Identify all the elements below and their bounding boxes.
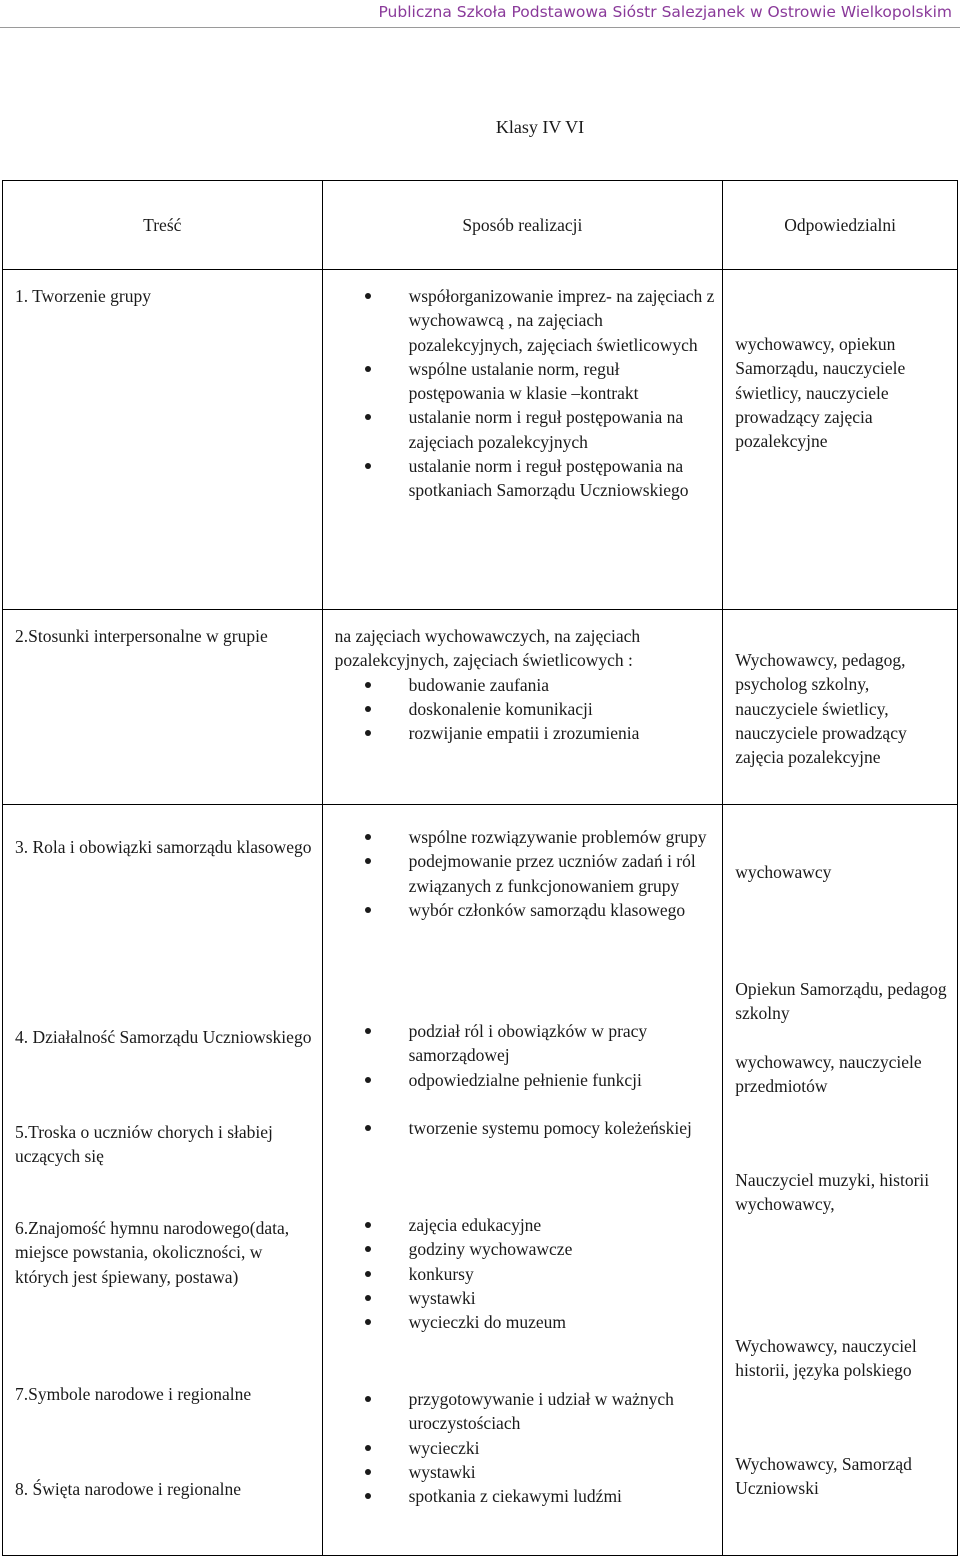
topic-cell bbox=[3, 610, 323, 805]
list-item: wybór członków samorządu klasowego bbox=[335, 898, 717, 922]
topic-text: 2.Stosunki interpersonalne w grupie bbox=[15, 626, 268, 646]
responsible-cell bbox=[723, 805, 958, 1556]
responsible-text: Wychowawcy, Samorząd Uczniowski bbox=[735, 1454, 912, 1499]
topic-text: 1. Tworzenie grupy bbox=[15, 286, 151, 306]
method-intro: na zajęciach wychowawczych, na zajęciach pozalekcyjnych, zajęciach świetlicowych : bbox=[334, 626, 641, 671]
responsible-text: Opiekun Samorządu, pedagog szkolny bbox=[735, 979, 947, 1024]
responsible-text: Wychowawcy, pedagog, psycholog szkolny, nauczyciele świetlicy, nauczyciele prowadzący zajęcia pozalekcyjne bbox=[735, 650, 907, 768]
program-table bbox=[2, 180, 958, 1556]
table-row bbox=[3, 610, 958, 805]
responsible-cell bbox=[723, 270, 958, 610]
header-divider bbox=[0, 27, 960, 28]
page-title: Klasy IV VI bbox=[495, 117, 585, 137]
list-item: podejmowanie przez uczniów zadań i ról związanych z funkcjonowaniem grupy bbox=[335, 849, 717, 898]
method-list bbox=[335, 284, 717, 503]
responsible-text: Nauczyciel muzyki, historii wychowawcy, bbox=[735, 1170, 930, 1215]
list-item: współorganizowanie imprez- na zajęciach z wychowawcą , na zajęciach pozalekcyjnych, zajęciach świetlicowych bbox=[335, 284, 717, 357]
list-item: ustalanie norm i reguł postępowania na spotkaniach Samorządu Uczniowskiego bbox=[335, 454, 717, 503]
list-item: tworzenie systemu pomocy koleżeńskiej bbox=[335, 1116, 717, 1140]
list-item: budowanie zaufania bbox=[335, 673, 717, 697]
topic-text: 5.Troska o uczniów chorych i słabiej uczących się bbox=[15, 1122, 273, 1167]
responsible-text: wychowawcy, nauczyciele przedmiotów bbox=[735, 1052, 922, 1097]
column-header-method: Sposób realizacji bbox=[322, 181, 723, 270]
list-item: rozwijanie empatii i zrozumienia bbox=[335, 721, 717, 745]
school-header: Publiczna Szkoła Podstawowa Sióstr Salezjanek w Ostrowie Wielkopolskim bbox=[378, 3, 952, 21]
table-header-row bbox=[3, 181, 958, 270]
method-list bbox=[335, 825, 717, 922]
column-header-responsible: Odpowiedzialni bbox=[723, 181, 958, 270]
list-item: wycieczki do muzeum bbox=[335, 1310, 717, 1334]
list-item: wycieczki bbox=[335, 1436, 717, 1460]
topic-text: 3. Rola i obowiązki samorządu klasowego bbox=[15, 837, 312, 857]
method-list bbox=[335, 673, 717, 746]
table-row bbox=[3, 805, 958, 1556]
method-list bbox=[335, 1387, 717, 1508]
method-cell bbox=[322, 610, 723, 805]
method-list bbox=[335, 1019, 717, 1092]
table-row bbox=[3, 270, 958, 610]
responsible-text: wychowawcy bbox=[735, 862, 832, 882]
method-cell bbox=[322, 805, 723, 1556]
responsible-cell bbox=[723, 610, 958, 805]
list-item: zajęcia edukacyjne bbox=[335, 1213, 717, 1237]
responsible-text: Wychowawcy, nauczyciel historii, języka polskiego bbox=[735, 1336, 917, 1381]
topic-cell bbox=[3, 805, 323, 1556]
topic-text: 7.Symbole narodowe i regionalne bbox=[15, 1384, 252, 1404]
list-item: wspólne rozwiązywanie problemów grupy bbox=[335, 825, 717, 849]
topic-text: 8. Święta narodowe i regionalne bbox=[15, 1479, 241, 1499]
list-item: doskonalenie komunikacji bbox=[335, 697, 717, 721]
list-item: podział ról i obowiązków w pracy samorządowej bbox=[335, 1019, 717, 1068]
list-item: spotkania z ciekawymi ludźmi bbox=[335, 1484, 717, 1508]
topic-text: 6.Znajomość hymnu narodowego(data, miejsce powstania, okoliczności, w których jest śpiewany, postawa) bbox=[15, 1218, 290, 1287]
list-item: wystawki bbox=[335, 1460, 717, 1484]
topic-text: 4. Działalność Samorządu Uczniowskiego bbox=[15, 1027, 312, 1047]
list-item: konkursy bbox=[335, 1262, 717, 1286]
responsible-text: wychowawcy, opiekun Samorządu, nauczyciele świetlicy, nauczyciele prowadzący zajęcia pozalekcyjne bbox=[735, 334, 906, 452]
topic-cell bbox=[3, 270, 323, 610]
method-cell bbox=[322, 270, 723, 610]
method-list bbox=[335, 1213, 717, 1334]
column-header-content: Treść bbox=[3, 181, 323, 270]
list-item: przygotowywanie i udział w ważnych uroczystościach bbox=[335, 1387, 717, 1436]
list-item: wystawki bbox=[335, 1286, 717, 1310]
list-item: odpowiedzialne pełnienie funkcji bbox=[335, 1068, 717, 1092]
list-item: wspólne ustalanie norm, reguł postępowania w klasie –kontrakt bbox=[335, 357, 717, 406]
method-list bbox=[335, 1116, 717, 1140]
list-item: godziny wychowawcze bbox=[335, 1237, 717, 1261]
list-item: ustalanie norm i reguł postępowania na zajęciach pozalekcyjnych bbox=[335, 405, 717, 454]
